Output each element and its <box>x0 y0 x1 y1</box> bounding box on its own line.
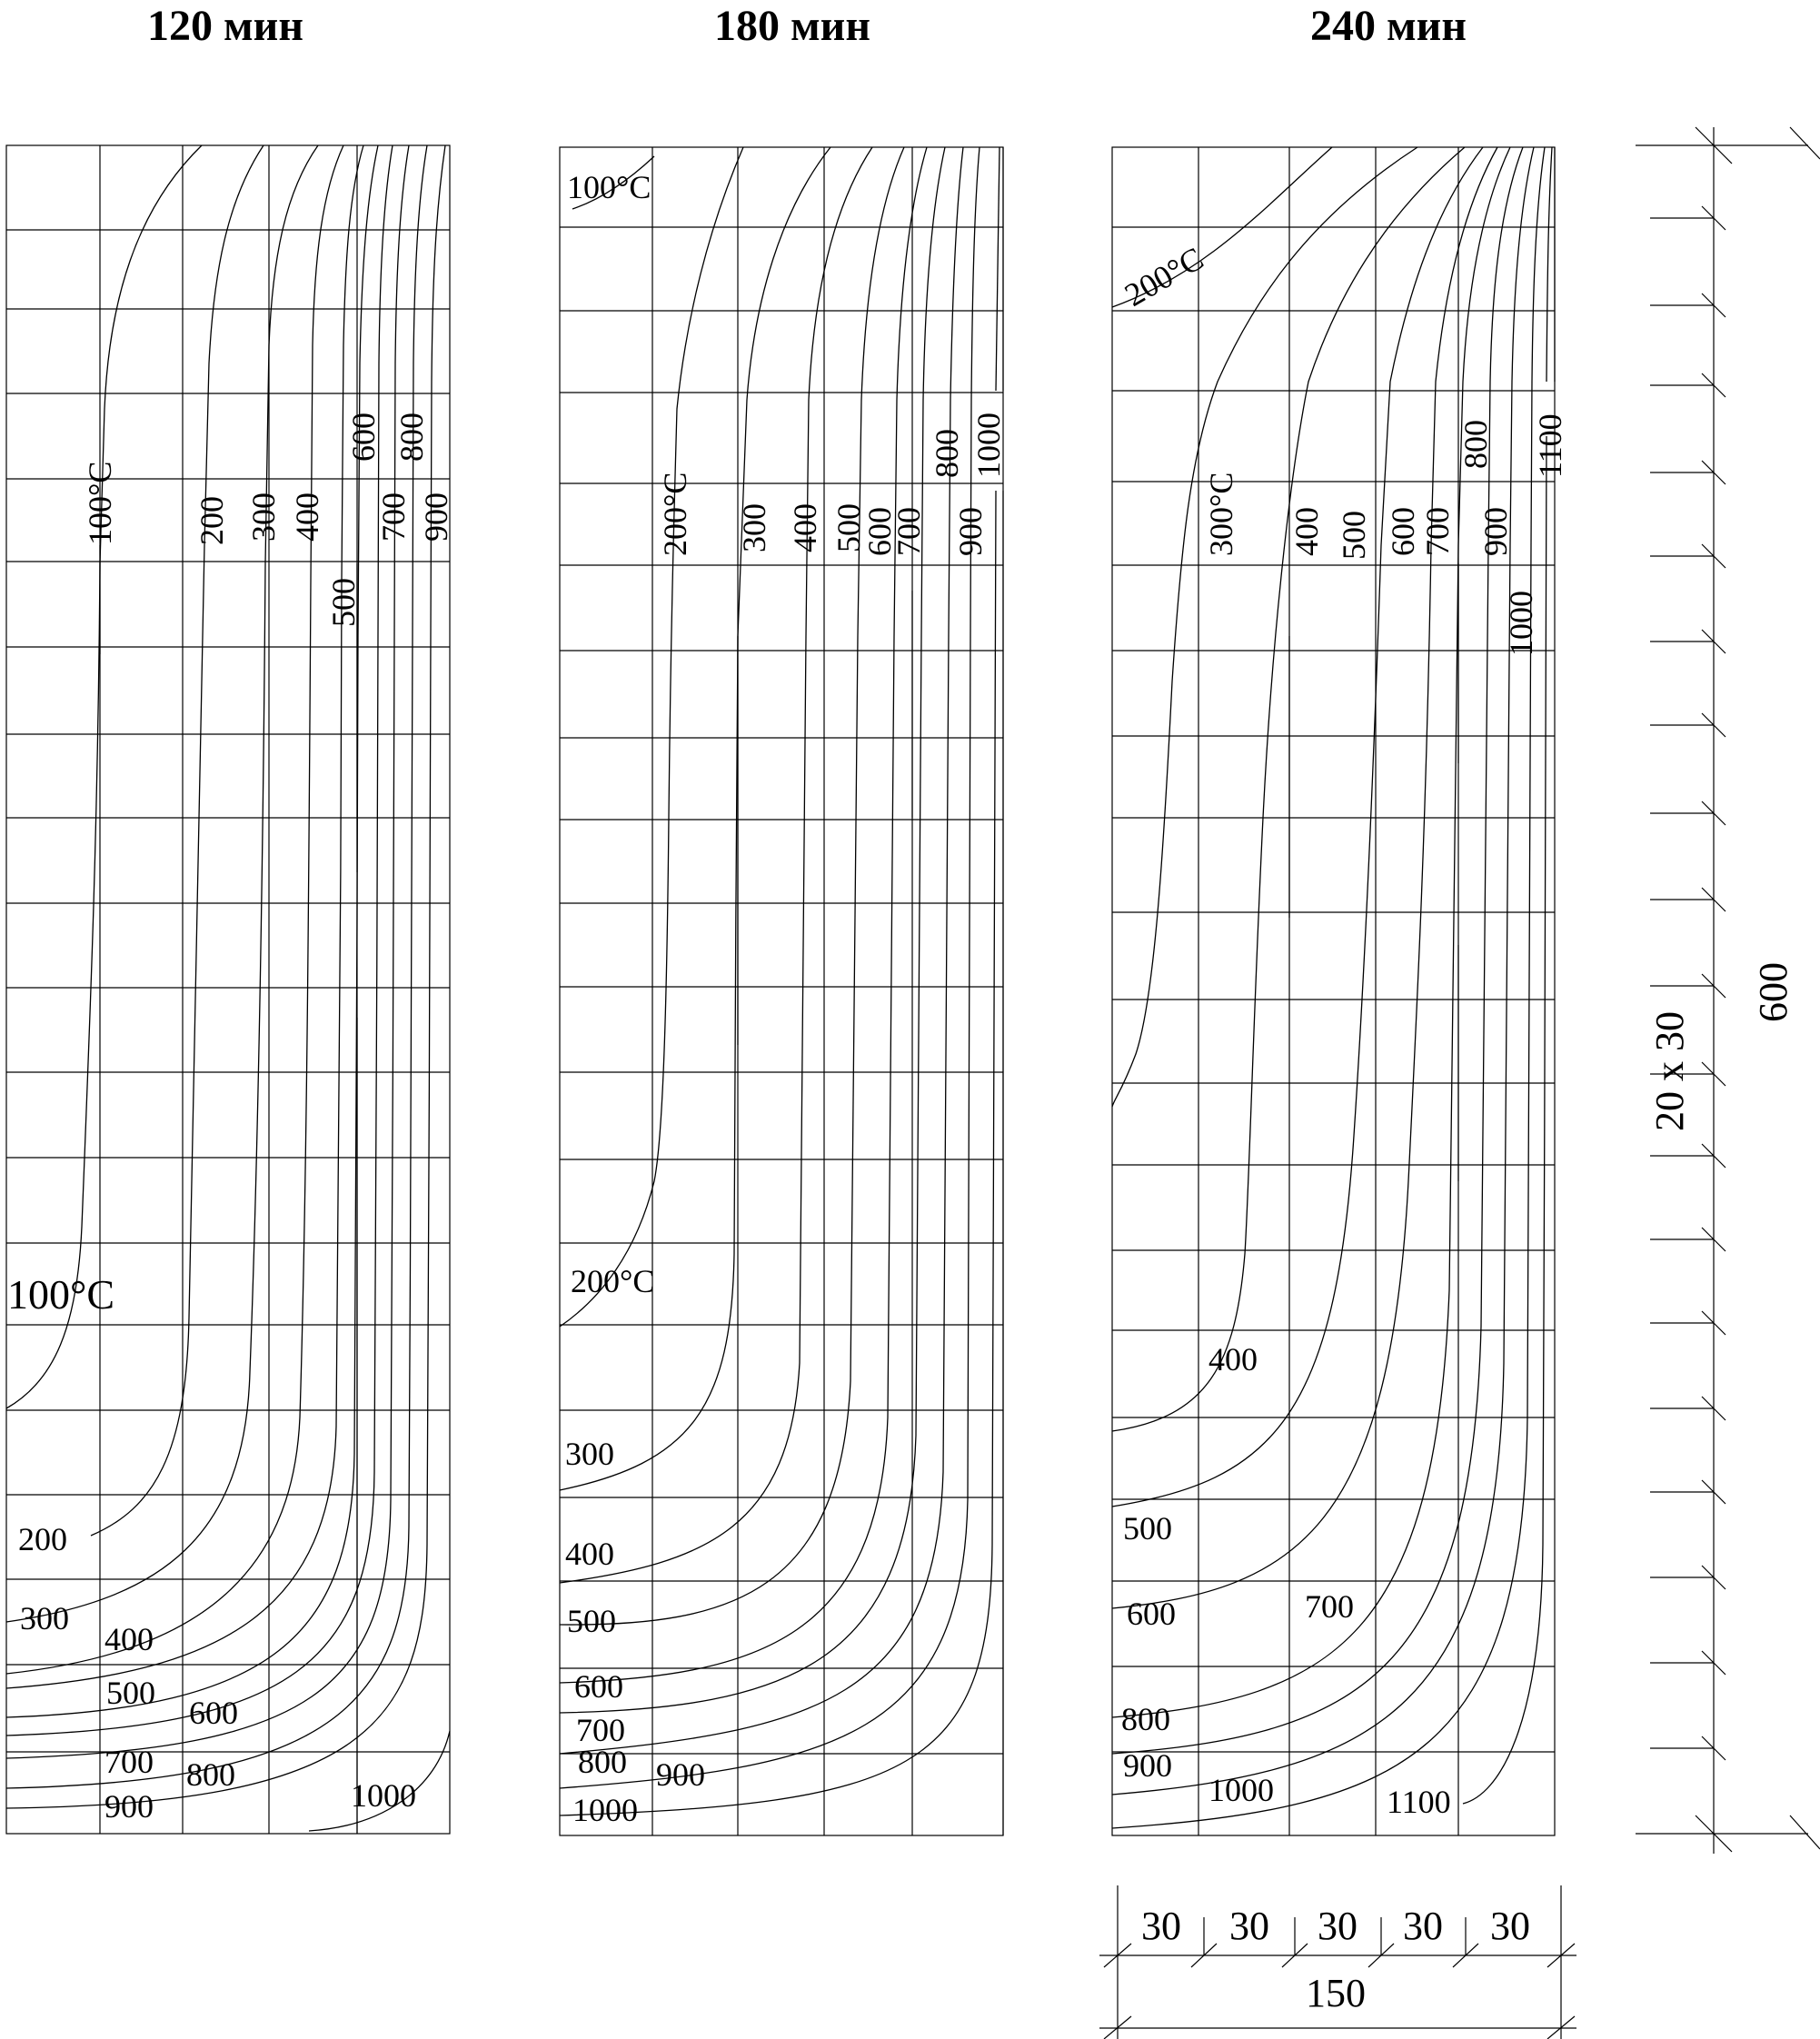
svg-text:700: 700 <box>890 507 927 556</box>
svg-text:300: 300 <box>736 503 772 552</box>
svg-text:900: 900 <box>104 1788 154 1825</box>
svg-text:800: 800 <box>1121 1701 1170 1737</box>
svg-text:1000: 1000 <box>1503 591 1539 656</box>
svg-text:600: 600 <box>1385 507 1421 556</box>
svg-text:400: 400 <box>1288 507 1325 556</box>
svg-text:100°C: 100°C <box>7 1271 115 1318</box>
svg-text:300: 300 <box>245 492 282 542</box>
svg-text:1000: 1000 <box>1208 1772 1274 1808</box>
svg-text:1100: 1100 <box>1387 1784 1451 1820</box>
svg-text:600: 600 <box>189 1695 238 1731</box>
svg-text:900: 900 <box>656 1756 705 1793</box>
svg-text:900: 900 <box>1477 507 1514 556</box>
svg-text:500: 500 <box>567 1603 616 1639</box>
svg-text:30: 30 <box>1490 1904 1530 1948</box>
svg-text:300: 300 <box>20 1600 69 1636</box>
panel-240-grid <box>1112 147 1555 1835</box>
vertical-dimension <box>1636 127 1820 1854</box>
svg-text:700: 700 <box>104 1744 154 1780</box>
horizontal-dimension <box>1099 1885 1576 2039</box>
svg-text:30: 30 <box>1141 1904 1181 1948</box>
svg-text:700: 700 <box>1419 507 1456 556</box>
svg-text:400: 400 <box>289 492 325 542</box>
svg-text:300: 300 <box>565 1436 614 1472</box>
svg-text:800: 800 <box>929 429 965 478</box>
svg-text:400: 400 <box>1208 1341 1258 1378</box>
svg-text:800: 800 <box>186 1756 235 1793</box>
svg-text:600: 600 <box>861 507 898 556</box>
svg-text:800: 800 <box>393 413 430 462</box>
svg-text:600: 600 <box>345 413 382 462</box>
svg-text:900: 900 <box>418 492 454 542</box>
panel-180-labels <box>565 169 1007 1828</box>
svg-text:200°C: 200°C <box>571 1263 655 1299</box>
svg-text:200°C: 200°C <box>1119 240 1210 313</box>
svg-text:400: 400 <box>565 1536 614 1572</box>
dimension-height-division: 20 x 30 <box>1647 1011 1692 1131</box>
svg-text:800: 800 <box>1457 420 1494 469</box>
svg-text:1000: 1000 <box>572 1792 638 1828</box>
panel-180-grid <box>560 147 1003 1835</box>
svg-text:700: 700 <box>1305 1588 1354 1625</box>
svg-text:500: 500 <box>106 1675 155 1711</box>
svg-text:500: 500 <box>1123 1510 1172 1547</box>
svg-text:700: 700 <box>576 1712 625 1748</box>
svg-text:30: 30 <box>1229 1904 1269 1948</box>
dimension-width-total: 150 <box>1306 1971 1366 2015</box>
panel-120-labels <box>7 413 454 1825</box>
panel-title-180: 180 мин <box>713 2 871 50</box>
panel-180-isotherms <box>560 147 1003 1835</box>
svg-text:700: 700 <box>375 492 412 542</box>
svg-text:500: 500 <box>1336 511 1372 560</box>
svg-text:30: 30 <box>1403 1904 1443 1948</box>
svg-text:200: 200 <box>194 496 230 545</box>
svg-text:100°C: 100°C <box>82 461 118 545</box>
panel-120-isotherms <box>6 145 450 1834</box>
svg-text:1000: 1000 <box>970 413 1007 478</box>
svg-text:600: 600 <box>1127 1596 1176 1632</box>
panel-240-isotherms <box>1112 147 1555 1828</box>
svg-text:900: 900 <box>952 507 989 556</box>
svg-text:30: 30 <box>1318 1904 1358 1948</box>
panel-title-120: 120 мин <box>146 2 304 50</box>
svg-text:400: 400 <box>787 503 823 552</box>
svg-text:500: 500 <box>325 578 362 627</box>
svg-text:400: 400 <box>104 1621 154 1657</box>
svg-text:500: 500 <box>830 503 867 552</box>
svg-text:600: 600 <box>574 1668 623 1705</box>
svg-text:200: 200 <box>18 1521 67 1557</box>
dimension-height-total: 600 <box>1751 962 1795 1022</box>
svg-text:100°C: 100°C <box>567 169 651 205</box>
svg-text:800: 800 <box>578 1744 627 1780</box>
panel-title-240: 240 мин <box>1309 2 1467 50</box>
svg-text:1100: 1100 <box>1532 413 1568 478</box>
svg-text:300°C: 300°C <box>1203 472 1239 556</box>
svg-text:200°C: 200°C <box>657 472 693 556</box>
svg-text:1000: 1000 <box>351 1777 416 1814</box>
svg-text:900: 900 <box>1123 1747 1172 1784</box>
panel-240-labels <box>1119 240 1568 1820</box>
